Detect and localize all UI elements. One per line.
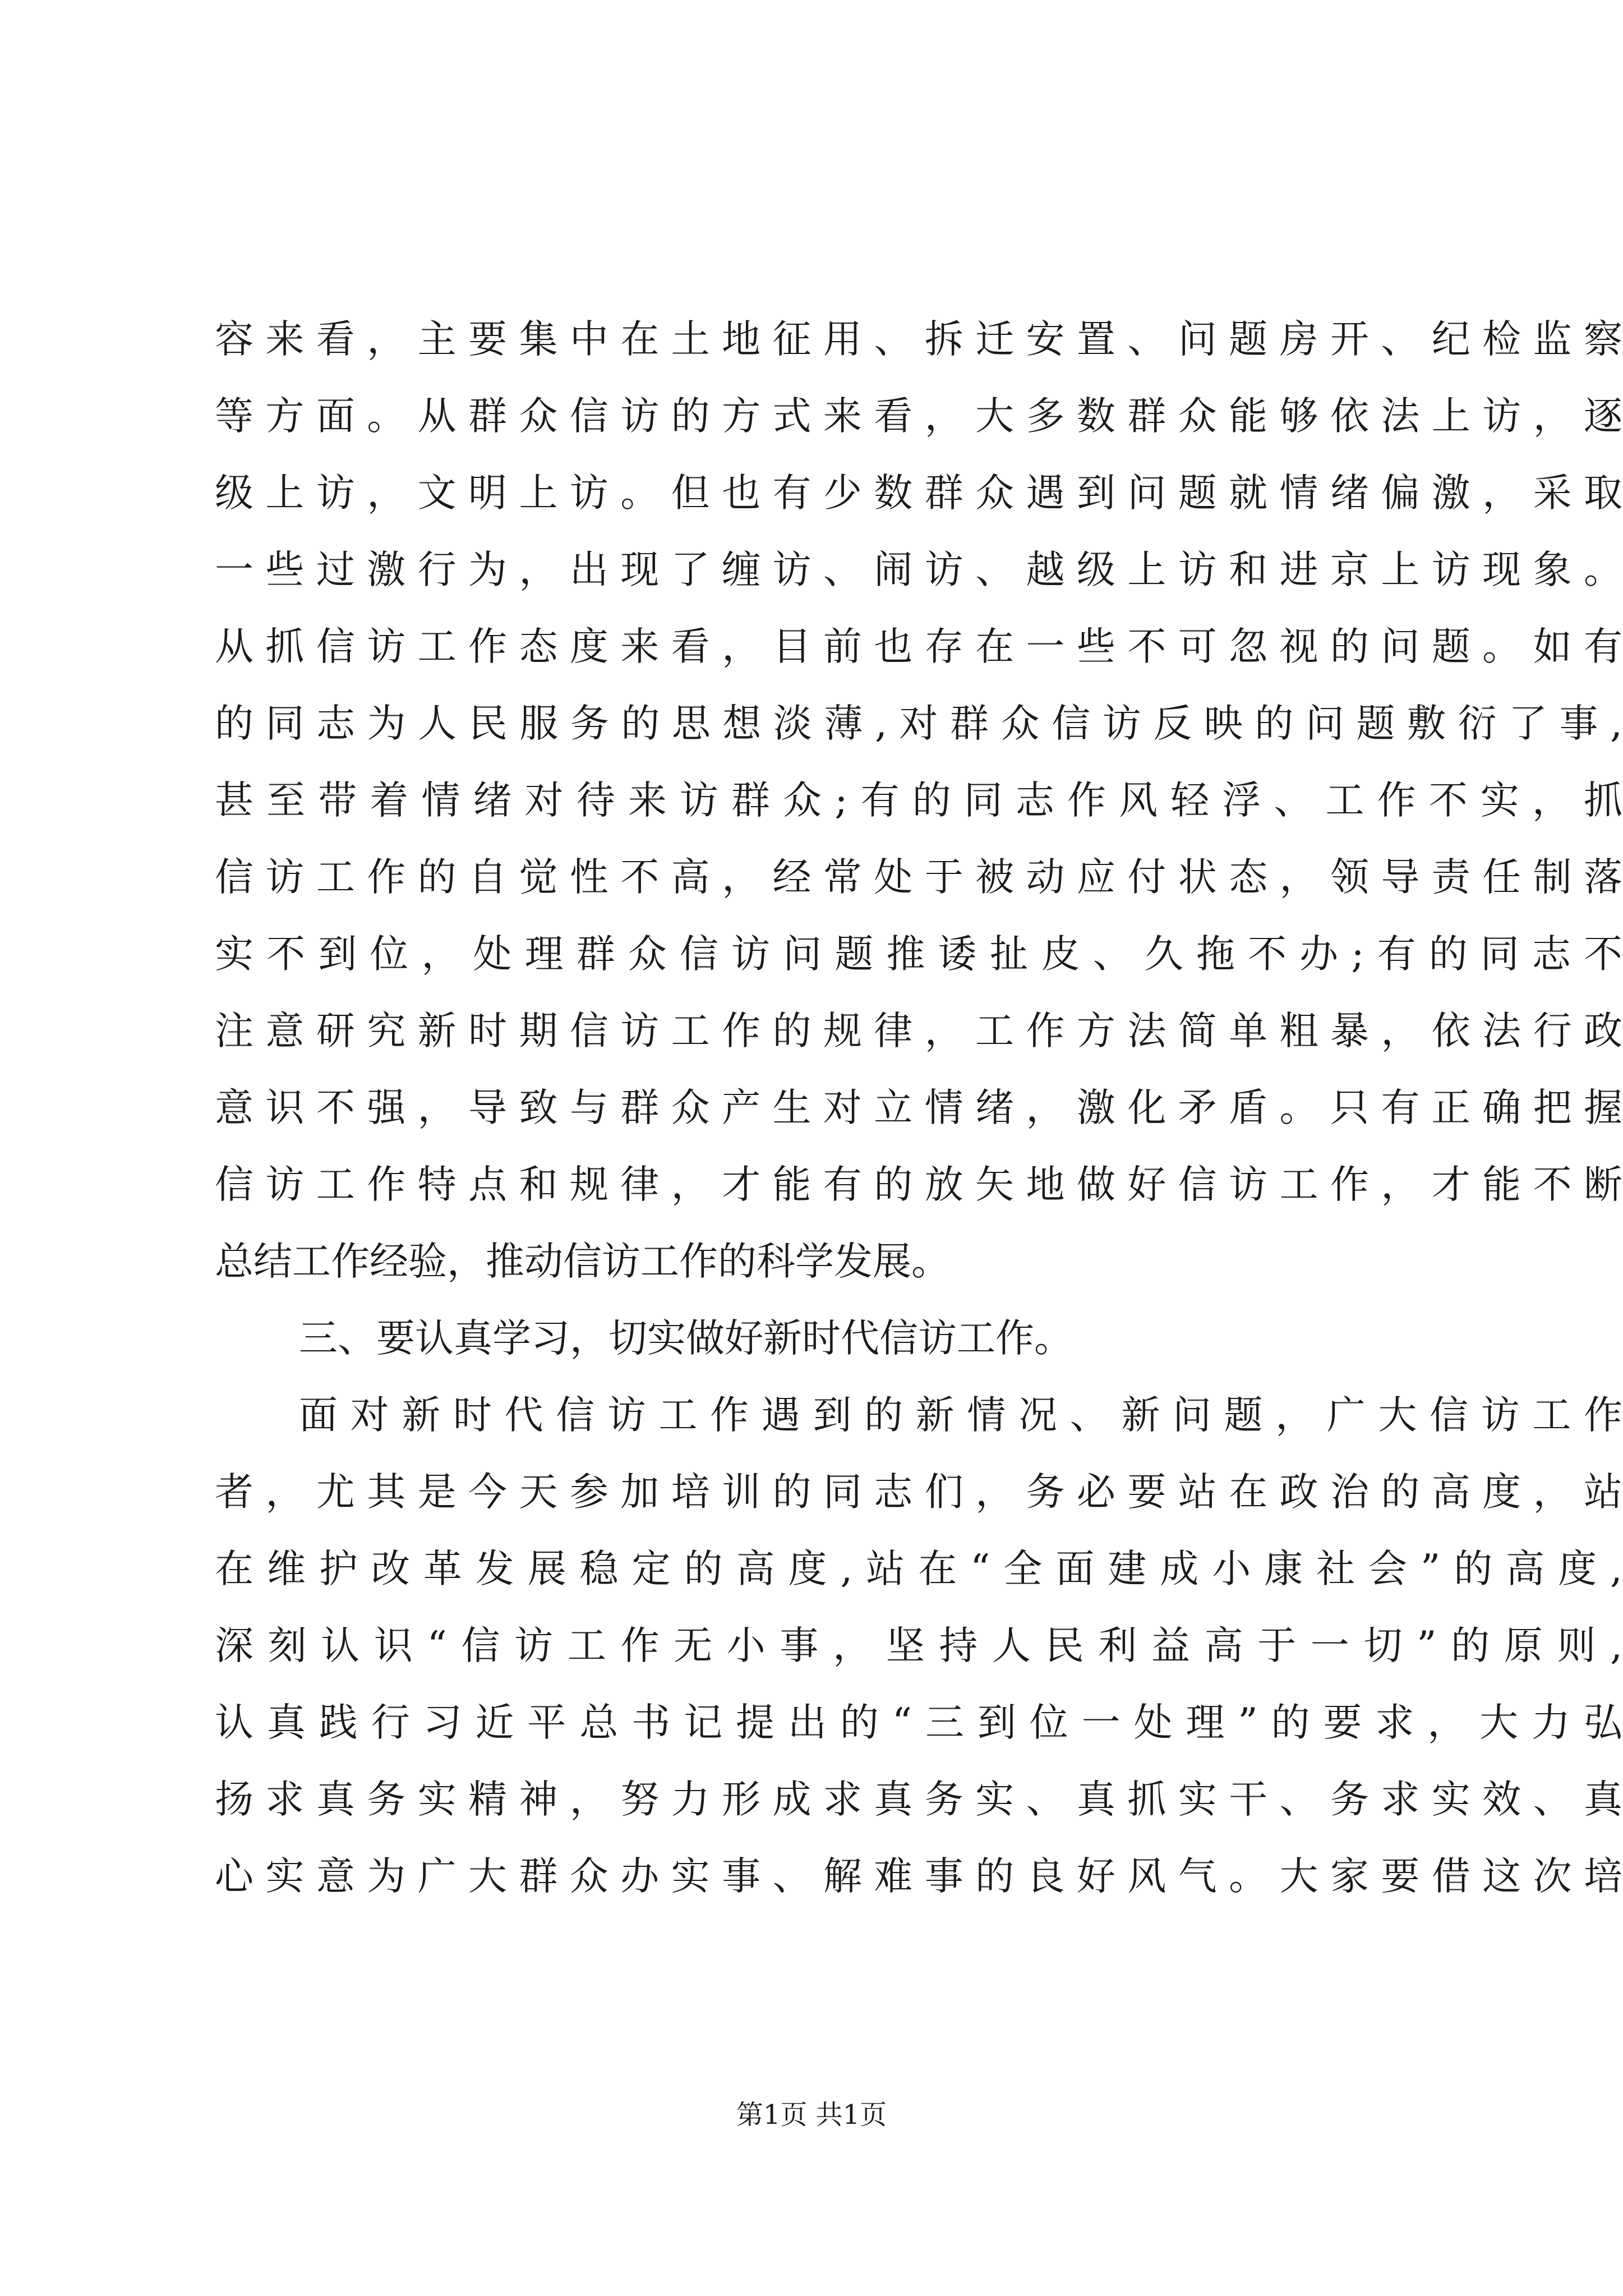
body-text bbox=[215, 301, 1622, 1915]
text-line: 的同志为人民服务的思想淡薄,对群众信访反映的问题敷衍了事, bbox=[215, 701, 1622, 746]
text-line: 一些过激行为，出现了缠访、闹访、越级上访和进京上访现象。 bbox=[215, 547, 1622, 592]
text-line: 认真践行习近平总书记提出的“三到位一处理”的要求，大力弘 bbox=[215, 1700, 1622, 1745]
text-line: 从抓信访工作态度来看，目前也存在一些不可忽视的问题。如有 bbox=[215, 624, 1622, 669]
text-line: 容来看，主要集中在土地征用、拆迁安置、问题房开、纪检监察 bbox=[215, 317, 1622, 362]
text-line: 扬求真务实精神，努力形成求真务实、真抓实干、务求实效、真 bbox=[215, 1777, 1622, 1822]
text-line: 者，尤其是今天参加培训的同志们，务必要站在政治的高度，站 bbox=[215, 1470, 1622, 1515]
text-line: 甚至带着情绪对待来访群众;有的同志作风轻浮、工作不实，抓 bbox=[215, 778, 1622, 823]
text-line: 深刻认识“信访工作无小事，坚持人民利益高于一切”的原则, bbox=[215, 1623, 1622, 1668]
text-line: 实不到位，处理群众信访问题推诿扯皮、久拖不办;有的同志不 bbox=[215, 932, 1622, 977]
text-line: 级上访，文明上访。但也有少数群众遇到问题就情绪偏激，采取 bbox=[215, 471, 1622, 516]
text-line: 面对新时代信访工作遇到的新情况、新问题，广大信访工作 bbox=[299, 1393, 1622, 1438]
text-line: 意识不强，导致与群众产生对立情绪，激化矛盾。只有正确把握 bbox=[215, 1085, 1622, 1130]
section-heading: 三、要认真学习，切实做好新时代信访工作。 bbox=[299, 1316, 1073, 1361]
text-line: 信访工作特点和规律，才能有的放矢地做好信访工作，才能不断 bbox=[215, 1162, 1622, 1207]
text-line: 信访工作的自觉性不高，经常处于被动应付状态，领导责任制落 bbox=[215, 855, 1622, 900]
text-line: 总结工作经验，推动信访工作的科学发展。 bbox=[215, 1239, 950, 1284]
text-line: 心实意为广大群众办实事、解难事的良好风气。大家要借这次培 bbox=[215, 1854, 1622, 1899]
text-line: 在维护改革发展稳定的高度,站在“全面建成小康社会”的高度, bbox=[215, 1547, 1622, 1591]
text-line: 等方面。从群众信访的方式来看，大多数群众能够依法上访，逐 bbox=[215, 394, 1622, 439]
page-footer: 第1页 共1页 bbox=[736, 2099, 887, 2131]
text-line: 注意研究新时期信访工作的规律，工作方法简单粗暴，依法行政 bbox=[215, 1009, 1622, 1053]
